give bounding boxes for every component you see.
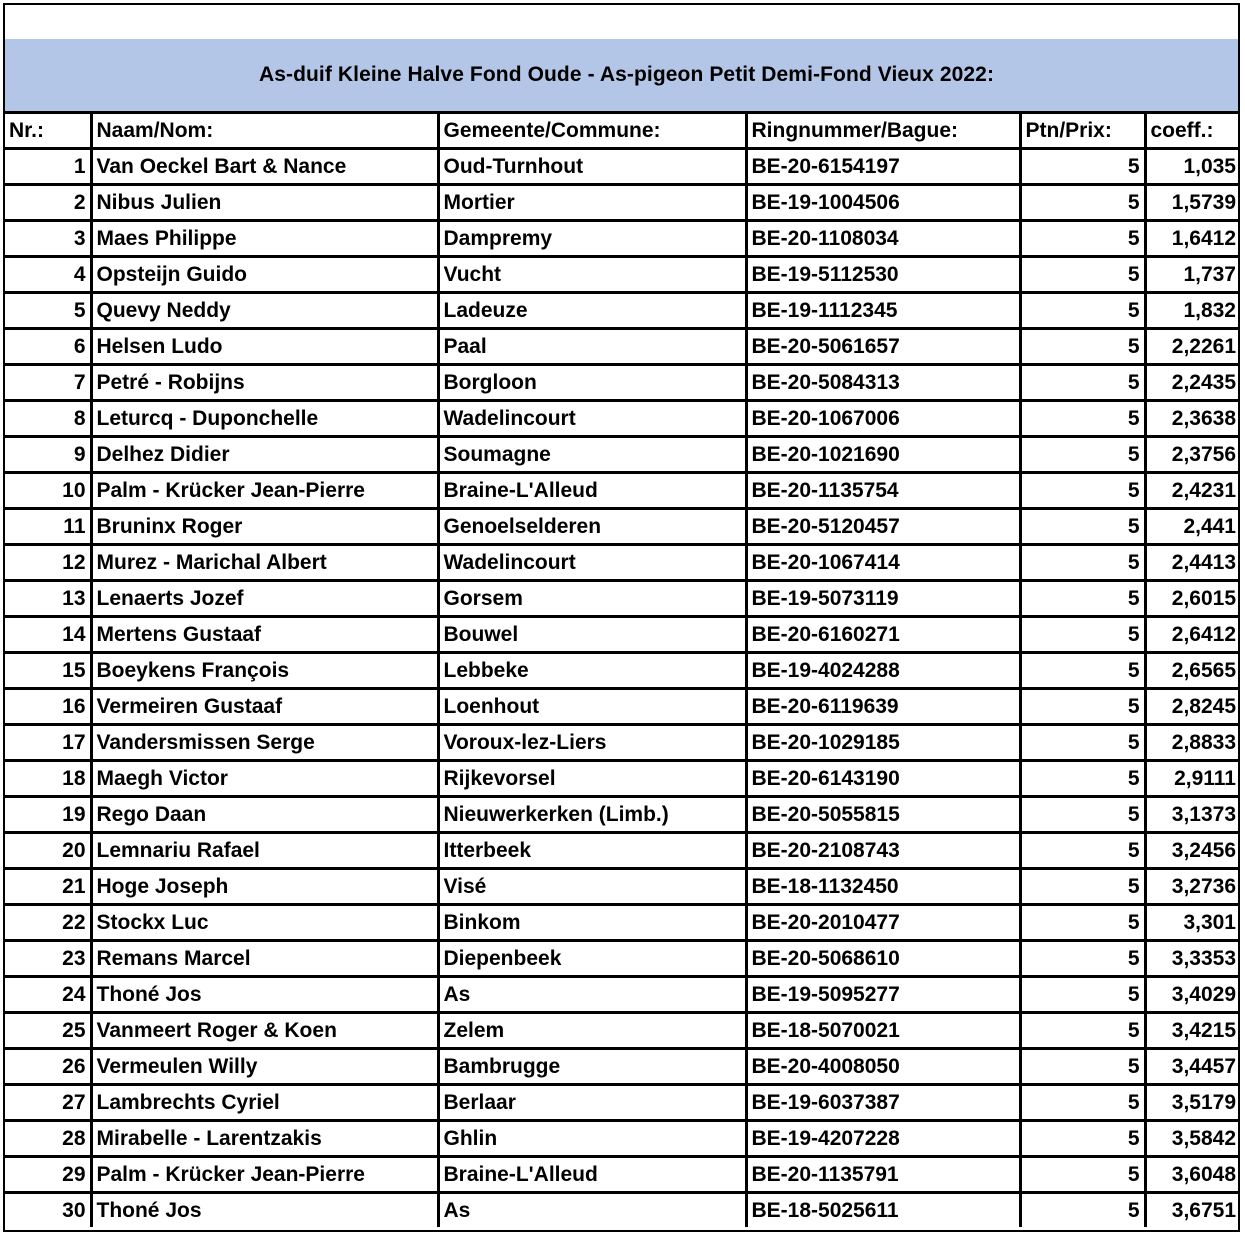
cell-town: Borgloon <box>438 365 746 401</box>
sheet-title: As-duif Kleine Halve Fond Oude - As-pigeon Petit Demi-Fond Vieux 2022: <box>5 39 1238 114</box>
table-row <box>5 1193 1238 1228</box>
cell-ring: BE-20-6154197 <box>746 149 1020 185</box>
table-row <box>5 761 1238 797</box>
cell-name: Lenaerts Jozef <box>91 581 438 617</box>
cell-name: Hoge Joseph <box>91 869 438 905</box>
cell-points: 5 <box>1020 905 1145 941</box>
cell-ring: BE-20-5084313 <box>746 365 1020 401</box>
cell-coeff: 2,6015 <box>1145 581 1238 617</box>
cell-town: Wadelincourt <box>438 545 746 581</box>
cell-points: 5 <box>1020 545 1145 581</box>
cell-points: 5 <box>1020 221 1145 257</box>
cell-name: Stockx Luc <box>91 905 438 941</box>
cell-points: 5 <box>1020 149 1145 185</box>
table-row <box>5 1049 1238 1085</box>
column-header-town: Gemeente/Commune: <box>438 114 746 149</box>
cell-rank: 14 <box>5 617 91 653</box>
cell-coeff: 2,3756 <box>1145 437 1238 473</box>
header-row <box>5 114 1238 149</box>
table-row <box>5 437 1238 473</box>
cell-ring: BE-20-1067414 <box>746 545 1020 581</box>
cell-coeff: 3,4215 <box>1145 1013 1238 1049</box>
cell-coeff: 2,2435 <box>1145 365 1238 401</box>
cell-ring: BE-20-1021690 <box>746 437 1020 473</box>
cell-town: Bouwel <box>438 617 746 653</box>
column-header-name: Naam/Nom: <box>91 114 438 149</box>
cell-ring: BE-20-2010477 <box>746 905 1020 941</box>
cell-name: Delhez Didier <box>91 437 438 473</box>
cell-rank: 15 <box>5 653 91 689</box>
cell-ring: BE-20-1029185 <box>746 725 1020 761</box>
table-row <box>5 293 1238 329</box>
cell-coeff: 3,6751 <box>1145 1193 1238 1228</box>
cell-town: Loenhout <box>438 689 746 725</box>
cell-name: Quevy Neddy <box>91 293 438 329</box>
cell-town: Braine-L'Alleud <box>438 1157 746 1193</box>
cell-town: Rijkevorsel <box>438 761 746 797</box>
table-row <box>5 257 1238 293</box>
cell-ring: BE-19-1004506 <box>746 185 1020 221</box>
table-row <box>5 581 1238 617</box>
cell-rank: 4 <box>5 257 91 293</box>
cell-points: 5 <box>1020 1157 1145 1193</box>
cell-coeff: 1,5739 <box>1145 185 1238 221</box>
cell-town: Genoelselderen <box>438 509 746 545</box>
column-header-points: Ptn/Prix: <box>1020 114 1145 149</box>
cell-town: Visé <box>438 869 746 905</box>
cell-ring: BE-19-5112530 <box>746 257 1020 293</box>
results-table <box>5 114 1238 1227</box>
cell-name: Mirabelle - Larentzakis <box>91 1121 438 1157</box>
table-row <box>5 797 1238 833</box>
cell-coeff: 2,441 <box>1145 509 1238 545</box>
cell-name: Thoné Jos <box>91 977 438 1013</box>
cell-points: 5 <box>1020 1085 1145 1121</box>
cell-ring: BE-20-5068610 <box>746 941 1020 977</box>
cell-coeff: 2,3638 <box>1145 401 1238 437</box>
cell-coeff: 2,9111 <box>1145 761 1238 797</box>
cell-ring: BE-19-1112345 <box>746 293 1020 329</box>
table-row <box>5 689 1238 725</box>
table-row <box>5 725 1238 761</box>
cell-name: Leturcq - Duponchelle <box>91 401 438 437</box>
cell-points: 5 <box>1020 437 1145 473</box>
cell-name: Van Oeckel Bart & Nance <box>91 149 438 185</box>
cell-rank: 9 <box>5 437 91 473</box>
cell-name: Maes Philippe <box>91 221 438 257</box>
cell-rank: 24 <box>5 977 91 1013</box>
cell-coeff: 3,4457 <box>1145 1049 1238 1085</box>
cell-points: 5 <box>1020 293 1145 329</box>
cell-points: 5 <box>1020 1121 1145 1157</box>
table-row <box>5 905 1238 941</box>
cell-ring: BE-20-1108034 <box>746 221 1020 257</box>
cell-ring: BE-20-1067006 <box>746 401 1020 437</box>
cell-points: 5 <box>1020 617 1145 653</box>
table-row <box>5 653 1238 689</box>
cell-town: Paal <box>438 329 746 365</box>
table-row <box>5 1157 1238 1193</box>
cell-name: Palm - Krücker Jean-Pierre <box>91 473 438 509</box>
cell-ring: BE-19-6037387 <box>746 1085 1020 1121</box>
cell-rank: 8 <box>5 401 91 437</box>
cell-name: Lambrechts Cyriel <box>91 1085 438 1121</box>
table-row <box>5 365 1238 401</box>
cell-rank: 23 <box>5 941 91 977</box>
cell-town: Gorsem <box>438 581 746 617</box>
cell-name: Helsen Ludo <box>91 329 438 365</box>
table-row <box>5 1013 1238 1049</box>
cell-name: Rego Daan <box>91 797 438 833</box>
cell-rank: 12 <box>5 545 91 581</box>
cell-town: Berlaar <box>438 1085 746 1121</box>
cell-coeff: 2,4413 <box>1145 545 1238 581</box>
table-row <box>5 221 1238 257</box>
cell-coeff: 3,1373 <box>1145 797 1238 833</box>
table-row <box>5 149 1238 185</box>
cell-ring: BE-20-6119639 <box>746 689 1020 725</box>
cell-points: 5 <box>1020 941 1145 977</box>
cell-rank: 6 <box>5 329 91 365</box>
cell-rank: 22 <box>5 905 91 941</box>
cell-coeff: 2,8833 <box>1145 725 1238 761</box>
table-body <box>5 149 1238 1228</box>
cell-name: Maegh Victor <box>91 761 438 797</box>
cell-coeff: 3,5842 <box>1145 1121 1238 1157</box>
column-header-nr: Nr.: <box>5 114 91 149</box>
cell-coeff: 2,8245 <box>1145 689 1238 725</box>
cell-coeff: 1,6412 <box>1145 221 1238 257</box>
cell-town: Ladeuze <box>438 293 746 329</box>
cell-name: Petré - Robijns <box>91 365 438 401</box>
cell-points: 5 <box>1020 365 1145 401</box>
cell-town: Itterbeek <box>438 833 746 869</box>
cell-name: Vermeiren Gustaaf <box>91 689 438 725</box>
cell-rank: 11 <box>5 509 91 545</box>
cell-ring: BE-18-5025611 <box>746 1193 1020 1228</box>
cell-rank: 26 <box>5 1049 91 1085</box>
cell-coeff: 1,832 <box>1145 293 1238 329</box>
cell-town: Diepenbeek <box>438 941 746 977</box>
cell-town: Binkom <box>438 905 746 941</box>
cell-points: 5 <box>1020 257 1145 293</box>
cell-points: 5 <box>1020 329 1145 365</box>
cell-name: Mertens Gustaaf <box>91 617 438 653</box>
cell-rank: 25 <box>5 1013 91 1049</box>
cell-town: Zelem <box>438 1013 746 1049</box>
cell-points: 5 <box>1020 689 1145 725</box>
cell-name: Palm - Krücker Jean-Pierre <box>91 1157 438 1193</box>
cell-coeff: 1,035 <box>1145 149 1238 185</box>
cell-name: Nibus Julien <box>91 185 438 221</box>
cell-name: Remans Marcel <box>91 941 438 977</box>
table-row <box>5 185 1238 221</box>
cell-ring: BE-20-6160271 <box>746 617 1020 653</box>
cell-town: Lebbeke <box>438 653 746 689</box>
cell-points: 5 <box>1020 653 1145 689</box>
cell-town: Oud-Turnhout <box>438 149 746 185</box>
cell-town: Dampremy <box>438 221 746 257</box>
cell-ring: BE-18-5070021 <box>746 1013 1020 1049</box>
cell-rank: 19 <box>5 797 91 833</box>
column-header-coeff: coeff.: <box>1145 114 1238 149</box>
table-row <box>5 329 1238 365</box>
cell-town: Wadelincourt <box>438 401 746 437</box>
table-row <box>5 1085 1238 1121</box>
cell-points: 5 <box>1020 1049 1145 1085</box>
cell-coeff: 3,4029 <box>1145 977 1238 1013</box>
cell-rank: 13 <box>5 581 91 617</box>
cell-ring: BE-19-5095277 <box>746 977 1020 1013</box>
cell-ring: BE-20-1135791 <box>746 1157 1020 1193</box>
cell-rank: 30 <box>5 1193 91 1228</box>
cell-rank: 1 <box>5 149 91 185</box>
cell-town: As <box>438 1193 746 1228</box>
cell-ring: BE-19-4207228 <box>746 1121 1020 1157</box>
cell-coeff: 3,2736 <box>1145 869 1238 905</box>
cell-town: Bambrugge <box>438 1049 746 1085</box>
cell-name: Lemnariu Rafael <box>91 833 438 869</box>
table-row <box>5 833 1238 869</box>
cell-town: Vucht <box>438 257 746 293</box>
cell-coeff: 2,2261 <box>1145 329 1238 365</box>
cell-name: Thoné Jos <box>91 1193 438 1228</box>
cell-points: 5 <box>1020 977 1145 1013</box>
column-header-ring: Ringnummer/Bague: <box>746 114 1020 149</box>
cell-rank: 27 <box>5 1085 91 1121</box>
cell-coeff: 3,301 <box>1145 905 1238 941</box>
cell-ring: BE-20-5055815 <box>746 797 1020 833</box>
cell-name: Boeykens François <box>91 653 438 689</box>
table-row <box>5 545 1238 581</box>
cell-town: Nieuwerkerken (Limb.) <box>438 797 746 833</box>
cell-town: Soumagne <box>438 437 746 473</box>
blank-header-strip <box>5 5 1238 39</box>
cell-points: 5 <box>1020 1193 1145 1228</box>
cell-name: Opsteijn Guido <box>91 257 438 293</box>
cell-rank: 21 <box>5 869 91 905</box>
cell-name: Vanmeert Roger & Koen <box>91 1013 438 1049</box>
cell-coeff: 1,737 <box>1145 257 1238 293</box>
table-row <box>5 869 1238 905</box>
cell-town: Voroux-lez-Liers <box>438 725 746 761</box>
cell-points: 5 <box>1020 869 1145 905</box>
cell-town: Ghlin <box>438 1121 746 1157</box>
cell-ring: BE-18-1132450 <box>746 869 1020 905</box>
cell-town: As <box>438 977 746 1013</box>
cell-points: 5 <box>1020 581 1145 617</box>
cell-name: Vandersmissen Serge <box>91 725 438 761</box>
cell-ring: BE-20-4008050 <box>746 1049 1020 1085</box>
cell-name: Bruninx Roger <box>91 509 438 545</box>
cell-ring: BE-20-2108743 <box>746 833 1020 869</box>
cell-name: Vermeulen Willy <box>91 1049 438 1085</box>
cell-coeff: 3,6048 <box>1145 1157 1238 1193</box>
table-row <box>5 977 1238 1013</box>
table-row <box>5 941 1238 977</box>
cell-rank: 20 <box>5 833 91 869</box>
cell-points: 5 <box>1020 509 1145 545</box>
cell-town: Mortier <box>438 185 746 221</box>
cell-points: 5 <box>1020 185 1145 221</box>
cell-rank: 3 <box>5 221 91 257</box>
cell-ring: BE-20-6143190 <box>746 761 1020 797</box>
cell-coeff: 2,6565 <box>1145 653 1238 689</box>
cell-rank: 5 <box>5 293 91 329</box>
cell-rank: 7 <box>5 365 91 401</box>
cell-ring: BE-20-5120457 <box>746 509 1020 545</box>
cell-points: 5 <box>1020 761 1145 797</box>
cell-rank: 18 <box>5 761 91 797</box>
cell-rank: 2 <box>5 185 91 221</box>
table-row <box>5 401 1238 437</box>
cell-rank: 16 <box>5 689 91 725</box>
cell-points: 5 <box>1020 833 1145 869</box>
cell-ring: BE-19-4024288 <box>746 653 1020 689</box>
cell-coeff: 2,4231 <box>1145 473 1238 509</box>
cell-ring: BE-20-5061657 <box>746 329 1020 365</box>
cell-coeff: 3,2456 <box>1145 833 1238 869</box>
cell-rank: 29 <box>5 1157 91 1193</box>
cell-points: 5 <box>1020 401 1145 437</box>
cell-town: Braine-L'Alleud <box>438 473 746 509</box>
cell-ring: BE-19-5073119 <box>746 581 1020 617</box>
cell-coeff: 3,3353 <box>1145 941 1238 977</box>
cell-name: Murez - Marichal Albert <box>91 545 438 581</box>
table-row <box>5 1121 1238 1157</box>
cell-points: 5 <box>1020 725 1145 761</box>
cell-points: 5 <box>1020 797 1145 833</box>
cell-rank: 10 <box>5 473 91 509</box>
cell-points: 5 <box>1020 1013 1145 1049</box>
cell-points: 5 <box>1020 473 1145 509</box>
cell-rank: 17 <box>5 725 91 761</box>
cell-rank: 28 <box>5 1121 91 1157</box>
table-row <box>5 509 1238 545</box>
cell-coeff: 2,6412 <box>1145 617 1238 653</box>
table-row <box>5 617 1238 653</box>
table-row <box>5 473 1238 509</box>
results-sheet <box>3 3 1240 1232</box>
cell-ring: BE-20-1135754 <box>746 473 1020 509</box>
cell-coeff: 3,5179 <box>1145 1085 1238 1121</box>
